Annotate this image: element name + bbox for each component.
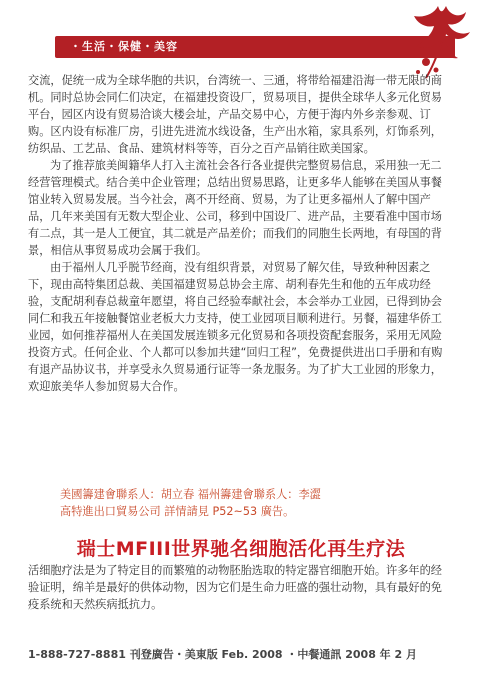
article-paragraph-3: 由于福州人几乎脱节经商，没有组织背景，对贸易了解欠佳，导致种种因素之下，现由高特集团总裁、美国福建贸易总协会主席、胡利春先生和他的五年成功经验，支配胡利春总裁童年愿望，将自己经验奉献社会，本会举办工业园，已得到协会同仁和我五年接触餐馆业老板大力支持，使工业园项目顺利进行。另餐，福建华侨工业园，如何推荐福州人在美国发展连锁多元化贸易和各项投资配套服务，采用无风险投资方式。任何企业、个人都可以参加共建“回归工程”，免费提供进出口手册和有购有退产品协议书，并享受永久贸易通行证等一条龙服务。为了扩大工业园的形象力，欢迎旅美华人参加贸易大合作。 — [28, 261, 443, 393]
ad-body: 活细胞疗法是为了特定目的而繁殖的动物胚胎选取的特定器官细胞开始。许多年的经验证明，绵羊是最好的供体动物，因为它们是生命力旺盛的强壮动物，具有最好的免疫系统和天然疾病抵抗力。 — [28, 564, 442, 611]
article-paragraph-1: 交流，促统一成为全球华胞的共识，台湾统一、三通，将带给福建沿海一带无限的商机。同时总协会同仁们决定，在福建投资设厂，贸易项目，提供全球华人多元化贸易平台，园区内设有贸易洽谈大楼会址，产品交易中心，方便于海内外乡亲参观、订购。区内设有标准厂房，引进先进流水线设备，生产出水箱，家具系列，灯饰系列，纺织品、工艺品、食品、建筑材料等等，百分之百产品销往欧美国家。 — [28, 74, 442, 155]
floral-ornament-icon — [406, 2, 476, 80]
section-header-label: ・生活・保健・美容 — [70, 40, 178, 53]
contact-block — [60, 486, 450, 520]
page-footer: 1-888-727-8881 刊登廣告・美東版 Feb. 2008 ・中餐通訊 2008 年 2 月 — [28, 648, 417, 661]
ad-title: 瑞士MFIII世界驰名细胞活化再生疗法 — [76, 538, 406, 560]
article-body — [28, 72, 448, 395]
contact-line-1: 美國籌建會聯系人：胡立春 福州籌建會聯系人：李澀 — [60, 488, 321, 501]
contact-line-2: 高特進出口貿易公司 詳情請見 P52~53 廣告。 — [60, 505, 295, 518]
article-paragraph-2: 为了推荐旅美闽籍华人打入主流社会各行各业提供完整贸易信息，采用独一无二经营管理模式。结合美中企业管理；总结出贸易思路，让更多华人能够在美国从事餐馆业转入贸易发展。当今社会，离不开经商、贸易，为了让更多福州人了解中国产品，几年来美国有无数大型企业、公司，移到中国设厂、进产品，主要看准中国市场有二点，其一是人工便宜，其二就是产品差价；而我们的同胞生长两地，有母国的背景，相信从事贸易成功会属于我们。 — [28, 159, 442, 257]
